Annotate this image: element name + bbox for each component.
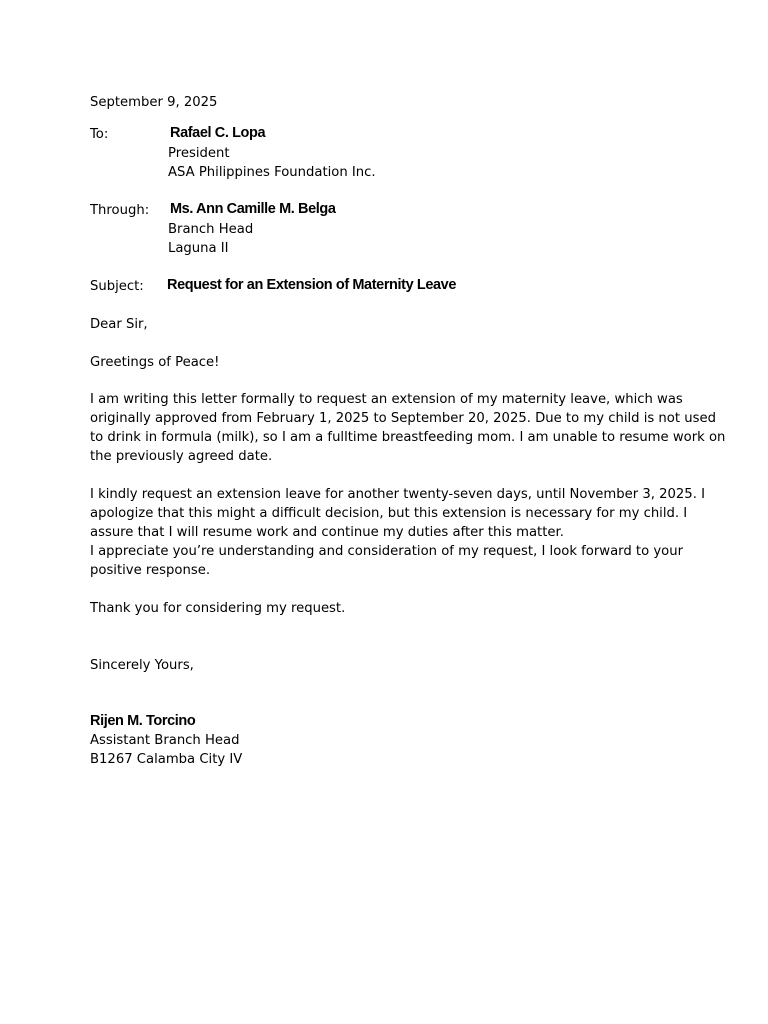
paragraph-line: I kindly request an extension leave for another twenty-seven days, until November 3, 2025. I [90,487,705,502]
recipient-organization: ASA Philippines Foundation Inc. [168,165,376,180]
paragraph-line: apologize that this might a difficult decision, but this extension is necessary for my child. I [90,506,688,521]
paragraph-line: originally approved from February 1, 2025 to September 20, 2025. Due to my child is not used [90,411,716,426]
subject-label: Subject: [90,279,144,294]
through-name: Ms. Ann Camille M. Belga [170,201,336,217]
paragraph-line: I am writing this letter formally to request an extension of my maternity leave, which was [90,392,683,407]
paragraph-line: I appreciate you’re understanding and consideration of my request, I look forward to your [90,544,683,559]
salutation: Dear Sir, [90,317,148,332]
paragraph-line: assure that I will resume work and continue my duties after this matter. [90,525,564,540]
to-label: To: [90,127,109,142]
letter-date: September 9, 2025 [90,95,218,110]
greeting: Greetings of Peace! [90,355,220,370]
paragraph-line: to drink in formula (milk), so I am a fulltime breastfeeding mom. I am unable to resume work on [90,430,726,445]
closing: Sincerely Yours, [90,658,194,673]
body-paragraph-2 [90,485,705,580]
signatory-name: Rijen M. Torcino [90,713,196,729]
recipient-name: Rafael C. Lopa [170,125,266,141]
through-branch: Laguna II [168,241,229,256]
body-paragraph-1 [90,390,726,466]
recipient-title: President [168,146,230,161]
paragraph-line: the previously agreed date. [90,449,273,464]
through-label: Through: [90,203,150,218]
signatory-branch: B1267 Calamba City IV [90,752,243,767]
subject-text: Request for an Extension of Maternity Leave [167,277,456,293]
thanks-line: Thank you for considering my request. [90,601,346,616]
signatory-title: Assistant Branch Head [90,733,240,748]
through-title: Branch Head [168,222,254,237]
paragraph-line: positive response. [90,563,211,578]
